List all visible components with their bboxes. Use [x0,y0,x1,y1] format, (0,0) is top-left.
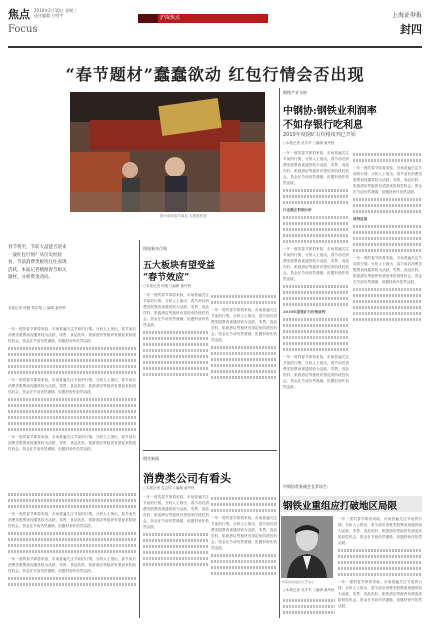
right-subheadline: 2010年度钢矿石价格谈判已开始 [283,132,356,138]
consumer-body-2: 一年一度的春节即将来临，市场普遍关注节前的行情。分析人士指出，春节前后消费类股票表现通常较为活跃，零售、食品饮料、旅游酒店等板块有望迎来阶段性机会。资金在节前仍然谨慎，但题材炒作依然活跃。 [211,494,277,620]
mid-divider [143,450,277,451]
left-article-body: 一年一度的春节即将来临，市场普遍关注节前的行情。分析人士指出，春节前后消费类股票表现通常较为活跃，零售、食品饮料、旅游酒店等板块有望迎来阶段性机会。资金在节前仍然谨慎，但题材炒作依然活跃。 一年一度的春节即将来临，市场普遍关注节前的行情。分析人士指出，春节前后消费类股票表现通常较为活跃，零售、食品饮料、旅游酒店等板块有望迎来阶段性机会。资金在节前仍然谨慎，但题材炒作依然活跃。 一年一度的春节即将来临，市场普遍关注节前的行情。分析人士指出，春节前后消费类股票表现通常较为活跃，零售、食品饮料、旅游酒店等板块有望迎来阶段性机会。资金在节前仍然谨慎，但题材炒作依然活跃。 [8,327,136,451]
bottom-byline: ○本报记者 吴芊芊 ○编辑 童玲秋 [283,588,335,592]
section-title-en: Focus [8,24,38,35]
bottom-headline: 钢铁业重组应打破地区局限 [283,501,398,512]
portrait-caption: 中钢协常务副会长罗冰生 [281,580,315,584]
right-body-1: 一年一度的春节即将来临，市场普遍关注节前的行情。分析人士指出，春节前后消费类股票表现通常较为活跃，零售、食品饮料、旅游酒店等板块有望迎来阶段性机会。资金在节前仍然谨慎，但题材炒作依然活跃。 行业钢企利润分析 一年一度的春节即将来临，市场普遍关注节前的行情。分析人士指出，春节前后消费类股票表现通常较为活跃，零售、食品饮料、旅游酒店等板块有望迎来阶段性机会。资金在节前仍然谨慎，但题材炒作依然活跃。 2010年度铁矿石价格谈判 一年一度的春节即将来临，市场普遍关注节前的行情。分析人士指出，春节前后消费类股票表现通常较为活跃，零售、食品饮料、旅游酒店等板块有望迎来阶段性机会。资金在节前仍然谨慎，但题材炒作依然活跃。 [283,151,349,389]
portrait-photo [281,516,333,578]
paper-name: 上海证券报 [391,12,422,19]
header-rule [8,46,422,48]
lede-byline: 本报记者 何媛 郑宏翔 ○ 编辑 童玲秋 [8,306,66,310]
right-body-2: 一年一度的春节即将来临，市场普遍关注节前的行情。分析人士指出，春节前后消费类股票表现通常较为活跃，零售、食品饮料、旅游酒店等板块有望迎来阶段性机会。资金在节前仍然谨慎，但题材炒作依然活跃。 谈判进展 一年一度的春节即将来临，市场普遍关注节前的行情。分析人士指出，春节前后消费类股票表现通常较为活跃，零售、食品饮料、旅游酒店等板块有望迎来阶段性机会。资金在节前仍然谨慎，但题材炒作依然活跃。 [353,150,422,490]
mid-headline-2: “春节效应” [143,273,190,283]
main-headline: “春节题材”蠢蠢欲动 红包行情会否出现 [65,65,365,84]
mid-body-2: 一年一度的春节即将来临，市场普遍关注节前的行情。分析人士指出，春节前后消费类股票表现通常较为活跃，零售、食品饮料、旅游酒店等板块有望迎来阶段性机会。资金在节前仍然谨慎，但题材炒作依然活跃。 [211,292,277,444]
left-article-body-2: 一年一度的春节即将来临，市场普遍关注节前的行情。分析人士指出，春节前后消费类股票表现通常较为活跃，零售、食品饮料、旅游酒店等板块有望迎来阶段性机会。资金在节前仍然谨慎，但题材炒作依然活跃。 一年一度的春节即将来临，市场普遍关注节前的行情。分析人士指出，春节前后消费类股票表现通常较为活跃，零售、食品饮料、旅游酒店等板块有望迎来阶段性机会。资金在节前仍然谨慎，但题材炒作依然活跃。 [8,490,136,620]
photo-caption: 图为商场春节商品 本报资料图 [160,214,207,218]
consumer-byline: ○本报记者 孟志伟 ○编辑 童玲秋 [143,486,195,490]
mid-headline-1: 五大板块有望受益 [143,261,216,271]
right-label: 钢铁产业分析 [283,90,307,95]
right-subhead-a: 行业钢企利润分析 [283,208,312,212]
right-subhead-c: 谈判进展 [353,217,368,221]
page-header [8,6,422,44]
mid-body-1: 一年一度的春节即将来临，市场普遍关注节前的行情。分析人士指出，春节前后消费类股票表现通常较为活跃，零售、食品饮料、旅游酒店等板块有望迎来阶段性机会。资金在节前仍然谨慎，但题材炒作依然活跃。 [143,292,209,444]
bottom-body-2: 一年一度的春节即将来临，市场普遍关注节前的行情。分析人士指出，春节前后消费类股票表现通常较为活跃，零售、食品饮料、旅游酒店等板块有望迎来阶段性机会。资金在节前仍然谨慎，但题材炒作依然活跃。 一年一度的春节即将来临，市场普遍关注节前的行情。分析人士指出，春节前后消费类股票表现通常较为活跃，零售、食品饮料、旅游酒店等板块有望迎来阶段性机会。资金在节前仍然谨慎，但题材炒作依然活跃。 [338,517,422,608]
column-divider [139,240,140,618]
bottom-label: 中钢协常务副会长罗冰生: [283,484,329,489]
dateline: 2010年2月10日 星期三 责任编辑 万明宇 [34,8,78,18]
right-byline: ○本报记者 吴芊芊 ○编辑 童玲秋 [283,141,335,145]
section-banner: 沪深焦点 [138,14,268,23]
section-title: 焦点 [8,8,30,21]
consumer-headline: 消费类公司有看头 [143,472,231,485]
consumer-body-1: 一年一度的春节即将来临，市场普遍关注节前的行情。分析人士指出，春节前后消费类股票表现通常较为活跃，零售、食品饮料、旅游酒店等板块有望迎来阶段性机会。资金在节前仍然谨慎，但题材炒作依然活跃。 [143,494,209,620]
mid-label-2: 相关新闻 [143,456,159,461]
column-divider-2 [279,88,280,618]
page-section: 封四 [400,23,422,36]
right-headline-2: 不如存银行吃利息 [283,120,363,131]
market-photo [70,92,265,212]
bottom-body-1 [283,596,335,622]
right-subhead-b: 2010年度铁矿石价格谈判 [283,310,326,314]
mid-label: 图说新年行情 [143,246,167,251]
mid-byline: ○本报记者 何媛 ○编辑 童玲秋 [143,284,191,288]
right-headline-1: 中钢协:钢铁业利润率 [283,106,377,117]
lede-text: 春节将至，节前大盘能否迎来一波红包行情？从历史经验看，节前消费类板块往往表现活跃，本报记者梳理春节相关题材，分析资金动向。 [8,245,67,280]
